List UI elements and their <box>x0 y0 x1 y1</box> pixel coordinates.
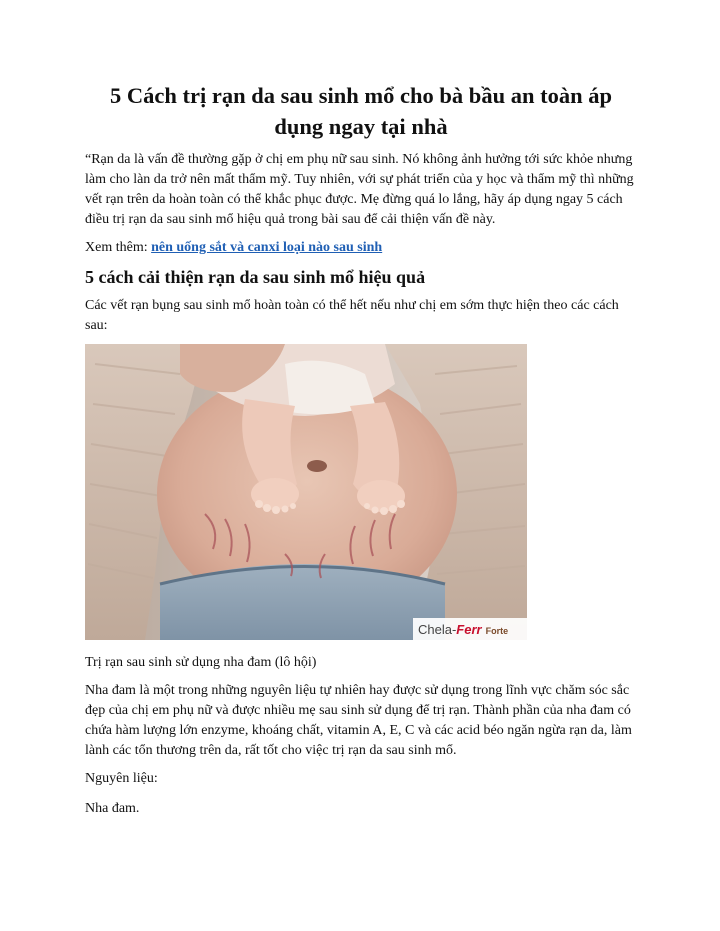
intro-paragraph: “Rạn da là vấn đề thường gặp ở chị em phụ nữ sau sinh. Nó không ảnh hưởng tới sức khỏe nhưng làm cho làn da trở nên mất thẩm mỹ. Tuy nhiên, với sự phát triển của y học và thẩm mỹ thì những vết rạn trên da hoàn toàn có thể khắc phục được. Mẹ đừng quá lo lắng, hãy áp dụng ngay 5 cách điều trị rạn da sau sinh mổ hiệu quả trong bài sau để cải thiện vấn đề này. <box>85 152 634 227</box>
watermark-brand-c: Forte <box>485 626 509 636</box>
watermark-brand-b: Ferr <box>456 622 482 637</box>
article-title: 5 Cách trị rạn da sau sinh mổ cho bà bầu an toàn áp dụng ngay tại nhà <box>110 83 612 139</box>
image-caption: Trị rạn sau sinh sử dụng nha đam (lô hội) <box>85 655 317 670</box>
watermark-brand-a: Chela- <box>418 622 457 637</box>
postpartum-belly-photo <box>85 344 527 640</box>
section-lead-paragraph: Các vết rạn bụng sau sinh mổ hoàn toàn có thể hết nếu như chị em sớm thực hiện theo các cách sau: <box>85 298 619 333</box>
see-more-link[interactable]: nên uống sắt và canxi loại nào sau sinh <box>151 240 383 255</box>
see-more-label: Xem thêm: <box>85 240 152 255</box>
document-page <box>85 80 637 819</box>
see-more-line <box>85 238 637 258</box>
ingredients-label: Nguyên liệu: <box>85 771 158 786</box>
ingredient-item: Nha đam. <box>85 801 140 816</box>
body-paragraph: Nha đam là một trong những nguyên liệu tự nhiên hay được sử dụng trong lĩnh vực chăm sóc sắc đẹp của chị em phụ nữ và được nhiều mẹ sau sinh sử dụng để trị rạn. Thành phần của nha đam có chứa hàm lượng lớn enzyme, khoáng chất, vitamin A, E, C và các acid béo ngăn ngừa rạn da, làm lành các tổn thương trên da, rất tốt cho việc trị rạn da sau sinh mổ. <box>85 683 632 758</box>
section-heading: 5 cách cải thiện rạn da sau sinh mổ hiệu quả <box>85 267 426 287</box>
